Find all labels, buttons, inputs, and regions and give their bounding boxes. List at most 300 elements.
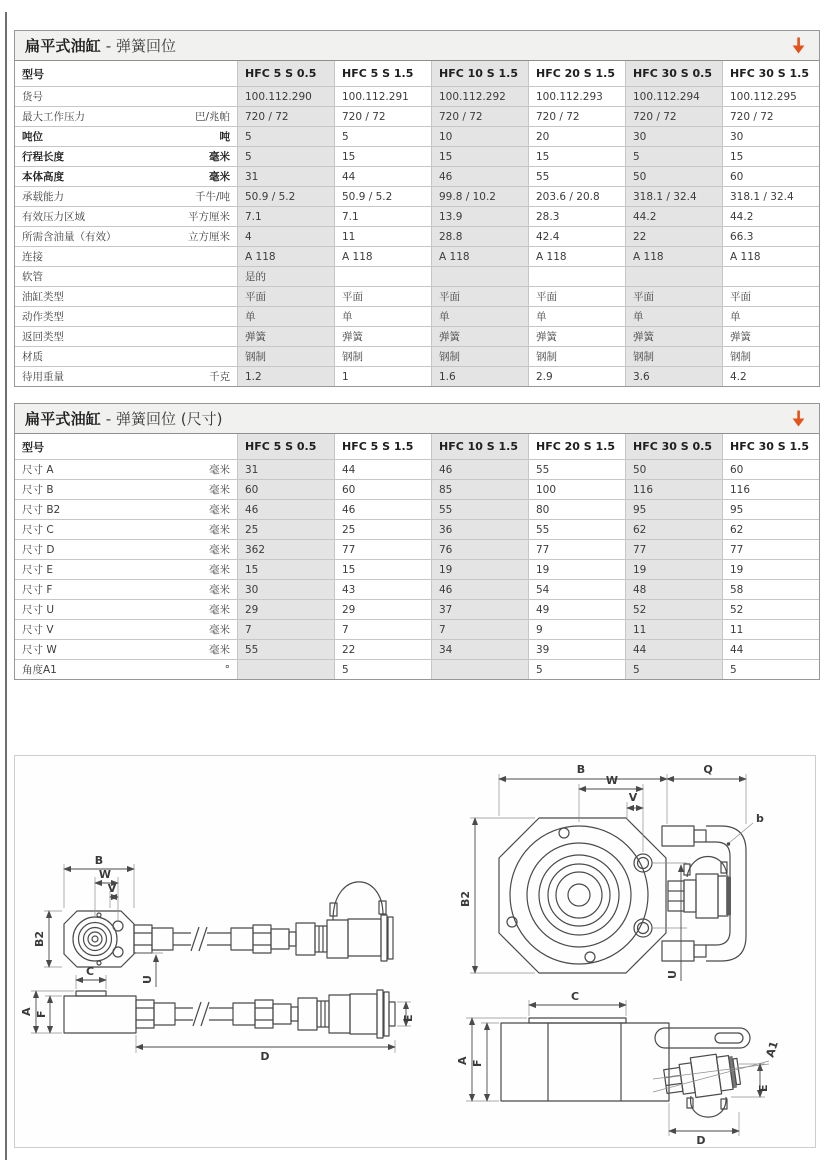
column-header: HFC 30 S 0.5 [625, 61, 722, 86]
table-cell: 48 [625, 580, 722, 599]
table-cell: 30 [237, 580, 334, 599]
table-cell: 平面 [528, 287, 625, 306]
dim-label-b2: B2 [33, 930, 46, 948]
row-label: 尺寸 E [22, 564, 53, 576]
row-label: 吨位 [22, 131, 43, 143]
row-unit: 毫米 [209, 524, 230, 536]
row-label-cell [15, 247, 237, 266]
table-cell: 7 [237, 620, 334, 639]
table-row [15, 599, 819, 619]
table-cell: 720 / 72 [237, 107, 334, 126]
column-header: HFC 30 S 0.5 [625, 434, 722, 459]
table-cell: 7 [334, 620, 431, 639]
table-cell: 钢制 [625, 347, 722, 366]
row-unit: 千克 [209, 371, 230, 383]
row-label: 角度A1 [22, 664, 57, 676]
row-label: 尺寸 W [22, 644, 57, 656]
table-cell: 7.1 [237, 207, 334, 226]
table-row [15, 306, 819, 326]
row-label-cell [15, 367, 237, 386]
row-label: 软管 [22, 271, 43, 283]
row-label-cell [15, 460, 237, 479]
dim-label-v: V [628, 791, 638, 804]
front-view-large [459, 763, 764, 981]
row-label: 待用重量 [22, 371, 64, 383]
table-cell: 平面 [625, 287, 722, 306]
table-row [15, 186, 819, 206]
table-cell: 62 [722, 520, 819, 539]
table-cell [431, 660, 528, 679]
row-label-cell [15, 580, 237, 599]
row-unit: 毫米 [209, 464, 230, 476]
table-cell: 203.6 / 20.8 [528, 187, 625, 206]
table-header-row [15, 61, 819, 86]
table1-body [15, 61, 819, 386]
table-cell: 720 / 72 [722, 107, 819, 126]
row-label: 尺寸 U [22, 604, 55, 616]
table-cell: 77 [334, 540, 431, 559]
table-cell: 5 [237, 147, 334, 166]
table2-title-bar [15, 404, 819, 434]
dim-label-d: D [696, 1134, 706, 1147]
row-unit: 毫米 [209, 644, 230, 656]
table-cell: 单 [528, 307, 625, 326]
dim-label-f: F [471, 1059, 484, 1067]
row-label: 尺寸 D [22, 544, 55, 556]
row-unit: 毫米 [209, 151, 230, 163]
table-cell: 43 [334, 580, 431, 599]
table-row [15, 206, 819, 226]
table-cell: 46 [431, 580, 528, 599]
row-unit: 巴/兆帕 [194, 111, 230, 123]
table-cell: 单 [431, 307, 528, 326]
table-cell: 55 [431, 500, 528, 519]
row-label-cell [15, 307, 237, 326]
table-row [15, 326, 819, 346]
table-cell: 1.6 [431, 367, 528, 386]
side-view-large [456, 990, 781, 1147]
table-row [15, 539, 819, 559]
table-cell: 46 [334, 500, 431, 519]
table-cell: 60 [334, 480, 431, 499]
row-label: 返回类型 [22, 331, 64, 343]
column-header: HFC 5 S 1.5 [334, 61, 431, 86]
table-cell: 66.3 [722, 227, 819, 246]
row-label: 尺寸 B [22, 484, 54, 496]
table-cell: 62 [625, 520, 722, 539]
dim-label-u: U [666, 970, 679, 979]
table-cell: 25 [334, 520, 431, 539]
column-header: HFC 5 S 1.5 [334, 434, 431, 459]
table-cell: 11 [625, 620, 722, 639]
column-header: HFC 5 S 0.5 [237, 434, 334, 459]
table-row [15, 659, 819, 679]
table-cell: 5 [334, 660, 431, 679]
table-row [15, 266, 819, 286]
table-cell: 28.8 [431, 227, 528, 246]
table-row [15, 146, 819, 166]
table-cell: 弹簧 [431, 327, 528, 346]
table-cell: 15 [722, 147, 819, 166]
table-cell: 5 [722, 660, 819, 679]
table-cell: 5 [625, 660, 722, 679]
table-cell: 39 [528, 640, 625, 659]
column-header: HFC 5 S 0.5 [237, 61, 334, 86]
table-cell: 22 [334, 640, 431, 659]
technical-drawing-panel [14, 755, 816, 1148]
table-cell: 720 / 72 [625, 107, 722, 126]
table-cell: 15 [431, 147, 528, 166]
table-cell: 55 [528, 520, 625, 539]
table-cell: 钢制 [528, 347, 625, 366]
table-cell: 15 [528, 147, 625, 166]
table-cell: A 118 [625, 247, 722, 266]
table-cell: 50.9 / 5.2 [334, 187, 431, 206]
technical-drawing [15, 756, 815, 1147]
row-label-cell [15, 327, 237, 346]
table-row [15, 286, 819, 306]
row-label-cell [15, 540, 237, 559]
table-cell: 318.1 / 32.4 [722, 187, 819, 206]
table-cell: 28.3 [528, 207, 625, 226]
row-label-cell [15, 500, 237, 519]
table-cell: 42.4 [528, 227, 625, 246]
table-cell: 85 [431, 480, 528, 499]
table-row [15, 126, 819, 146]
table-cell: 52 [625, 600, 722, 619]
table-cell: 单 [722, 307, 819, 326]
table-cell: 100.112.292 [431, 87, 528, 106]
row-label-cell [15, 640, 237, 659]
row-label: 行程长度 [22, 151, 64, 163]
dim-label-q: Q [703, 763, 713, 776]
table-cell: 30 [625, 127, 722, 146]
table-cell: 31 [237, 460, 334, 479]
table-cell: A 118 [431, 247, 528, 266]
table-row [15, 459, 819, 479]
table-cell: 31 [237, 167, 334, 186]
table-cell: 11 [334, 227, 431, 246]
row-unit: 吨 [219, 131, 230, 143]
table-cell: 5 [237, 127, 334, 146]
dim-label-b2: B2 [459, 890, 472, 908]
table-cell: 10 [431, 127, 528, 146]
table-cell: 弹簧 [625, 327, 722, 346]
table-cell: 7.1 [334, 207, 431, 226]
table-cell: A 118 [237, 247, 334, 266]
dim-label-w: W [98, 868, 112, 881]
table-cell: 平面 [722, 287, 819, 306]
table-cell: 30 [722, 127, 819, 146]
table-cell: 3.6 [625, 367, 722, 386]
column-header: HFC 30 S 1.5 [722, 61, 819, 86]
table-cell: 44 [722, 640, 819, 659]
table-cell: 37 [431, 600, 528, 619]
table-row [15, 579, 819, 599]
table-row [15, 106, 819, 126]
row-label: 连接 [22, 251, 43, 263]
row-unit: 毫米 [209, 564, 230, 576]
table-row [15, 226, 819, 246]
row-unit: 立方厘米 [188, 231, 230, 243]
row-label-cell [15, 187, 237, 206]
row-label: 尺寸 V [22, 624, 54, 636]
dim-label-a: A [456, 1056, 469, 1065]
row-unit: 毫米 [209, 584, 230, 596]
column-header: HFC 20 S 1.5 [528, 61, 625, 86]
table-cell: 58 [722, 580, 819, 599]
dim-label-a: A [20, 1007, 33, 1016]
table-cell: 36 [431, 520, 528, 539]
table-cell: 60 [722, 460, 819, 479]
table-cell: 29 [237, 600, 334, 619]
table-cell: 95 [722, 500, 819, 519]
dim-label-v: V [107, 882, 117, 895]
table-cell: 2.9 [528, 367, 625, 386]
table-cell: 50 [625, 460, 722, 479]
table-row [15, 619, 819, 639]
row-label-cell [15, 87, 237, 106]
table-cell [334, 267, 431, 286]
row-label-cell [15, 207, 237, 226]
row-unit: 毫米 [209, 171, 230, 183]
download-arrow-icon[interactable] [790, 409, 807, 429]
table-cell: 52 [722, 600, 819, 619]
spec-table-dimensions [14, 403, 820, 680]
table1-subtitle: - 弹簧回位 [101, 37, 176, 55]
dim-label-c: C [85, 965, 95, 978]
table-cell: 弹簧 [237, 327, 334, 346]
table-cell: 44.2 [722, 207, 819, 226]
table-cell: 116 [625, 480, 722, 499]
table-cell: 720 / 72 [431, 107, 528, 126]
table-cell: 76 [431, 540, 528, 559]
row-label: 尺寸 B2 [22, 504, 61, 516]
row-label: 油缸类型 [22, 291, 64, 303]
table-cell: 单 [237, 307, 334, 326]
table-row [15, 499, 819, 519]
table-cell: 5 [334, 127, 431, 146]
table-cell: 77 [528, 540, 625, 559]
table-cell: 46 [431, 460, 528, 479]
table-cell: 19 [528, 560, 625, 579]
row-unit: 毫米 [209, 624, 230, 636]
table-cell: 11 [722, 620, 819, 639]
table-cell: 50.9 / 5.2 [237, 187, 334, 206]
column-header: HFC 30 S 1.5 [722, 434, 819, 459]
table2-title: 扁平式油缸 [25, 410, 102, 428]
row-label: 尺寸 C [22, 524, 54, 536]
row-unit: 毫米 [209, 604, 230, 616]
row-label-cell [15, 660, 237, 679]
table-cell: 20 [528, 127, 625, 146]
dim-label-w: W [605, 774, 619, 787]
row-label-cell [15, 127, 237, 146]
table-cell: 116 [722, 480, 819, 499]
row-label-cell [15, 560, 237, 579]
page-edge-line [5, 12, 7, 1160]
row-label-cell [15, 520, 237, 539]
dim-label-a1: A1 [763, 1039, 781, 1059]
dim-label-c: C [570, 990, 580, 1003]
row-label-cell [15, 147, 237, 166]
row-unit: 毫米 [209, 504, 230, 516]
table1-title-bar [15, 31, 819, 61]
table-cell: 100 [528, 480, 625, 499]
table-cell: 100.112.291 [334, 87, 431, 106]
column-header: HFC 10 S 1.5 [431, 61, 528, 86]
table-cell: 15 [334, 147, 431, 166]
table-cell: 60 [237, 480, 334, 499]
table-cell: 钢制 [334, 347, 431, 366]
row-label: 货号 [22, 91, 43, 103]
table-cell: 55 [528, 167, 625, 186]
table-cell: 弹簧 [722, 327, 819, 346]
table-cell: 4.2 [722, 367, 819, 386]
table-cell: 44 [625, 640, 722, 659]
table-cell: 362 [237, 540, 334, 559]
table-row [15, 639, 819, 659]
table-cell: 95 [625, 500, 722, 519]
table-cell: 单 [334, 307, 431, 326]
table-cell: 平面 [431, 287, 528, 306]
table-cell [722, 267, 819, 286]
table-cell: 77 [722, 540, 819, 559]
table-cell: 13.9 [431, 207, 528, 226]
row-label: 本体高度 [22, 171, 64, 183]
dim-label-e: E [402, 1014, 415, 1022]
table-cell: A 118 [334, 247, 431, 266]
row-label-cell [15, 480, 237, 499]
table-row [15, 86, 819, 106]
row-label-cell [15, 620, 237, 639]
table-row [15, 166, 819, 186]
dim-label-e: E [757, 1084, 770, 1092]
table-cell: 19 [431, 560, 528, 579]
table-row [15, 366, 819, 386]
table-cell: 100.112.293 [528, 87, 625, 106]
table-cell: 44 [334, 460, 431, 479]
row-label-cell [15, 167, 237, 186]
row-label-cell [15, 227, 237, 246]
row-unit: 毫米 [209, 484, 230, 496]
table-cell: A 118 [722, 247, 819, 266]
dim-label-d: D [260, 1050, 270, 1063]
table-row [15, 346, 819, 366]
table-cell: 单 [625, 307, 722, 326]
column-header-model: 型号 [22, 440, 44, 454]
row-unit: ° [224, 663, 230, 676]
table-cell: 49 [528, 600, 625, 619]
table-cell: 77 [625, 540, 722, 559]
table2-subtitle: - 弹簧回位 (尺寸) [101, 410, 223, 428]
table-cell: 80 [528, 500, 625, 519]
table-cell: 29 [334, 600, 431, 619]
dim-label-handle: b [756, 812, 764, 825]
table-cell: 34 [431, 640, 528, 659]
row-label: 材质 [22, 351, 43, 363]
column-header-model: 型号 [22, 67, 44, 81]
table-cell: 平面 [237, 287, 334, 306]
table-cell: 9 [528, 620, 625, 639]
table-cell: 100.112.290 [237, 87, 334, 106]
row-label: 最大工作压力 [22, 111, 85, 123]
table-cell: 1.2 [237, 367, 334, 386]
download-arrow-icon[interactable] [790, 36, 807, 56]
table-cell: 55 [528, 460, 625, 479]
table-cell: 44.2 [625, 207, 722, 226]
table-cell: 55 [237, 640, 334, 659]
table-header-row [15, 434, 819, 459]
table-cell: 318.1 / 32.4 [625, 187, 722, 206]
row-label: 承载能力 [22, 191, 64, 203]
table-cell [237, 660, 334, 679]
dim-label-u: U [141, 975, 154, 984]
table-cell: 1 [334, 367, 431, 386]
dim-label-b: B [576, 763, 586, 776]
table2-body [15, 434, 819, 679]
table-cell: 46 [237, 500, 334, 519]
table-cell: 22 [625, 227, 722, 246]
table-cell: 钢制 [237, 347, 334, 366]
table-cell: 19 [625, 560, 722, 579]
row-label-cell [15, 107, 237, 126]
table-cell: 5 [625, 147, 722, 166]
table-cell: 15 [237, 560, 334, 579]
row-label-cell [15, 600, 237, 619]
table-cell: 50 [625, 167, 722, 186]
dim-label-f: F [35, 1010, 48, 1018]
table-cell: A 118 [528, 247, 625, 266]
table-cell: 钢制 [431, 347, 528, 366]
table-row [15, 519, 819, 539]
table-cell [431, 267, 528, 286]
table-cell: 60 [722, 167, 819, 186]
row-label-cell [15, 267, 237, 286]
row-unit: 毫米 [209, 544, 230, 556]
table-cell: 钢制 [722, 347, 819, 366]
table-cell: 100.112.294 [625, 87, 722, 106]
table-cell [528, 267, 625, 286]
row-label: 有效压力区域 [22, 211, 85, 223]
table-cell: 5 [528, 660, 625, 679]
table-cell: 平面 [334, 287, 431, 306]
spec-table-performance [14, 30, 820, 387]
column-header: HFC 10 S 1.5 [431, 434, 528, 459]
table-cell: 100.112.295 [722, 87, 819, 106]
table-row [15, 246, 819, 266]
table-cell: 720 / 72 [334, 107, 431, 126]
side-view-small [20, 965, 415, 1063]
table-cell: 19 [722, 560, 819, 579]
table-cell: 46 [431, 167, 528, 186]
row-label: 尺寸 F [22, 584, 53, 596]
row-label-cell [15, 287, 237, 306]
table-row [15, 559, 819, 579]
table-cell: 25 [237, 520, 334, 539]
table-cell: 15 [334, 560, 431, 579]
table-cell: 44 [334, 167, 431, 186]
table-cell [625, 267, 722, 286]
row-unit: 平方厘米 [188, 211, 230, 223]
table-cell: 99.8 / 10.2 [431, 187, 528, 206]
table-cell: 弹簧 [528, 327, 625, 346]
table-cell: 弹簧 [334, 327, 431, 346]
table-row [15, 479, 819, 499]
row-label: 尺寸 A [22, 464, 54, 476]
table1-title: 扁平式油缸 [25, 37, 102, 55]
row-unit: 千牛/吨 [194, 191, 230, 203]
